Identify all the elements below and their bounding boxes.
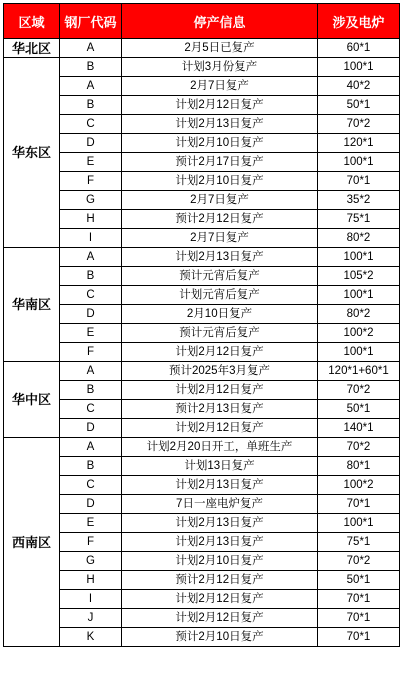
- shutdown-info-cell: 计划2月12日复产: [122, 381, 318, 400]
- mill-code-cell: A: [60, 39, 122, 58]
- shutdown-info-cell: 计划2月13日复产: [122, 514, 318, 533]
- mill-code-cell: C: [60, 476, 122, 495]
- mill-code-cell: D: [60, 495, 122, 514]
- mill-code-cell: A: [60, 362, 122, 381]
- furnace-cell: 70*1: [318, 495, 400, 514]
- mill-code-cell: A: [60, 438, 122, 457]
- region-cell: 华北区: [4, 39, 60, 58]
- shutdown-info-cell: 计划2月10日复产: [122, 134, 318, 153]
- shutdown-info-cell: 预计2月10日复产: [122, 628, 318, 647]
- table-row: [4, 58, 400, 77]
- shutdown-info-cell: 计划2月12日复产: [122, 590, 318, 609]
- shutdown-info-cell: 计划2月10日复产: [122, 172, 318, 191]
- header-region: 区域: [4, 4, 60, 39]
- header-mill-code: 钢厂代码: [60, 4, 122, 39]
- mill-code-cell: A: [60, 77, 122, 96]
- mill-code-cell: H: [60, 571, 122, 590]
- shutdown-info-cell: 2月7日复产: [122, 77, 318, 96]
- furnace-cell: 70*2: [318, 381, 400, 400]
- table-row: [4, 305, 400, 324]
- furnace-cell: 35*2: [318, 191, 400, 210]
- furnace-cell: 100*2: [318, 476, 400, 495]
- table-row: [4, 153, 400, 172]
- shutdown-info-cell: 预计元宵后复产: [122, 267, 318, 286]
- furnace-cell: 80*1: [318, 457, 400, 476]
- furnace-cell: 100*1: [318, 286, 400, 305]
- mill-code-cell: B: [60, 381, 122, 400]
- shutdown-info-cell: 2月5日已复产: [122, 39, 318, 58]
- region-cell: 华南区: [4, 248, 60, 362]
- table-row: [4, 628, 400, 647]
- furnace-cell: 60*1: [318, 39, 400, 58]
- table-row: [4, 571, 400, 590]
- furnace-cell: 75*1: [318, 210, 400, 229]
- mill-code-cell: E: [60, 153, 122, 172]
- shutdown-info-cell: 2月7日复产: [122, 191, 318, 210]
- shutdown-info-cell: 计划2月12日复产: [122, 419, 318, 438]
- shutdown-info-cell: 2月10日复产: [122, 305, 318, 324]
- shutdown-info-cell: 预计2月12日复产: [122, 210, 318, 229]
- table-row: [4, 343, 400, 362]
- mill-code-cell: C: [60, 286, 122, 305]
- table-body: [4, 39, 400, 647]
- furnace-cell: 100*1: [318, 514, 400, 533]
- table-row: [4, 286, 400, 305]
- mill-code-cell: B: [60, 96, 122, 115]
- shutdown-info-cell: 计划2月12日复产: [122, 96, 318, 115]
- table-row: [4, 248, 400, 267]
- mill-code-cell: G: [60, 552, 122, 571]
- table-row: [4, 533, 400, 552]
- table-row: [4, 400, 400, 419]
- region-cell: 华中区: [4, 362, 60, 438]
- furnace-cell: 40*2: [318, 77, 400, 96]
- mill-code-cell: I: [60, 229, 122, 248]
- mill-code-cell: D: [60, 134, 122, 153]
- shutdown-info-cell: 计划2月20日开工，单班生产: [122, 438, 318, 457]
- furnace-cell: 80*2: [318, 229, 400, 248]
- furnace-cell: 100*1: [318, 58, 400, 77]
- table-row: [4, 267, 400, 286]
- table-row: [4, 115, 400, 134]
- mill-code-cell: F: [60, 172, 122, 191]
- table-row: [4, 229, 400, 248]
- table-row: [4, 134, 400, 153]
- mill-code-cell: D: [60, 419, 122, 438]
- table-row: [4, 77, 400, 96]
- region-cell: 华东区: [4, 58, 60, 248]
- mill-code-cell: C: [60, 115, 122, 134]
- table-row: [4, 590, 400, 609]
- furnace-cell: 50*1: [318, 571, 400, 590]
- shutdown-info-cell: 预计2025年3月复产: [122, 362, 318, 381]
- shutdown-info-cell: 计划元宵后复产: [122, 286, 318, 305]
- shutdown-info-cell: 计划2月10日复产: [122, 552, 318, 571]
- table-row: [4, 362, 400, 381]
- shutdown-info-cell: 计划2月13日复产: [122, 248, 318, 267]
- furnace-cell: 80*2: [318, 305, 400, 324]
- shutdown-info-cell: 预计2月13日复产: [122, 400, 318, 419]
- table-row: [4, 514, 400, 533]
- mill-code-cell: E: [60, 324, 122, 343]
- table-row: [4, 476, 400, 495]
- mill-code-cell: D: [60, 305, 122, 324]
- mill-code-cell: A: [60, 248, 122, 267]
- table-row: [4, 324, 400, 343]
- shutdown-info-cell: 7日一座电炉复产: [122, 495, 318, 514]
- mill-code-cell: G: [60, 191, 122, 210]
- mill-code-cell: I: [60, 590, 122, 609]
- table-row: [4, 39, 400, 58]
- table-row: [4, 210, 400, 229]
- furnace-cell: 105*2: [318, 267, 400, 286]
- shutdown-info-cell: 计划13日复产: [122, 457, 318, 476]
- mill-code-cell: H: [60, 210, 122, 229]
- table-row: [4, 172, 400, 191]
- furnace-cell: 70*2: [318, 552, 400, 571]
- header-furnaces: 涉及电炉: [318, 4, 400, 39]
- furnace-cell: 70*1: [318, 590, 400, 609]
- furnace-cell: 70*1: [318, 628, 400, 647]
- table-row: [4, 457, 400, 476]
- shutdown-info-cell: 计划2月13日复产: [122, 476, 318, 495]
- furnace-cell: 100*1: [318, 343, 400, 362]
- shutdown-info-cell: 预计元宵后复产: [122, 324, 318, 343]
- mill-code-cell: J: [60, 609, 122, 628]
- shutdown-info-cell: 计划2月12日复产: [122, 609, 318, 628]
- shutdown-info-cell: 计划3月份复产: [122, 58, 318, 77]
- table-row: [4, 96, 400, 115]
- table-row: [4, 495, 400, 514]
- furnace-cell: 50*1: [318, 96, 400, 115]
- furnace-cell: 70*1: [318, 172, 400, 191]
- mill-code-cell: C: [60, 400, 122, 419]
- table-row: [4, 419, 400, 438]
- shutdown-info-cell: 预计2月17日复产: [122, 153, 318, 172]
- table-row: [4, 191, 400, 210]
- mill-code-cell: E: [60, 514, 122, 533]
- mill-code-cell: B: [60, 267, 122, 286]
- table-row: [4, 438, 400, 457]
- shutdown-info-cell: 计划2月12日复产: [122, 343, 318, 362]
- shutdown-info-cell: 2月7日复产: [122, 229, 318, 248]
- furnace-cell: 120*1: [318, 134, 400, 153]
- mill-code-cell: B: [60, 457, 122, 476]
- region-cell: 西南区: [4, 438, 60, 647]
- mill-code-cell: F: [60, 533, 122, 552]
- mill-code-cell: K: [60, 628, 122, 647]
- furnace-cell: 75*1: [318, 533, 400, 552]
- shutdown-info-cell: 计划2月13日复产: [122, 115, 318, 134]
- furnace-cell: 70*2: [318, 438, 400, 457]
- furnace-cell: 50*1: [318, 400, 400, 419]
- header-row: [4, 4, 400, 39]
- header-shutdown-info: 停产信息: [122, 4, 318, 39]
- table-row: [4, 609, 400, 628]
- furnace-cell: 100*2: [318, 324, 400, 343]
- furnace-cell: 70*2: [318, 115, 400, 134]
- mill-code-cell: F: [60, 343, 122, 362]
- furnace-cell: 100*1: [318, 153, 400, 172]
- furnace-cell: 100*1: [318, 248, 400, 267]
- furnace-cell: 120*1+60*1: [318, 362, 400, 381]
- furnace-cell: 70*1: [318, 609, 400, 628]
- shutdown-info-cell: 计划2月13日复产: [122, 533, 318, 552]
- table-row: [4, 381, 400, 400]
- furnace-cell: 140*1: [318, 419, 400, 438]
- table-row: [4, 552, 400, 571]
- mill-code-cell: B: [60, 58, 122, 77]
- shutdown-info-cell: 预计2月12日复产: [122, 571, 318, 590]
- shutdown-table: [3, 3, 400, 647]
